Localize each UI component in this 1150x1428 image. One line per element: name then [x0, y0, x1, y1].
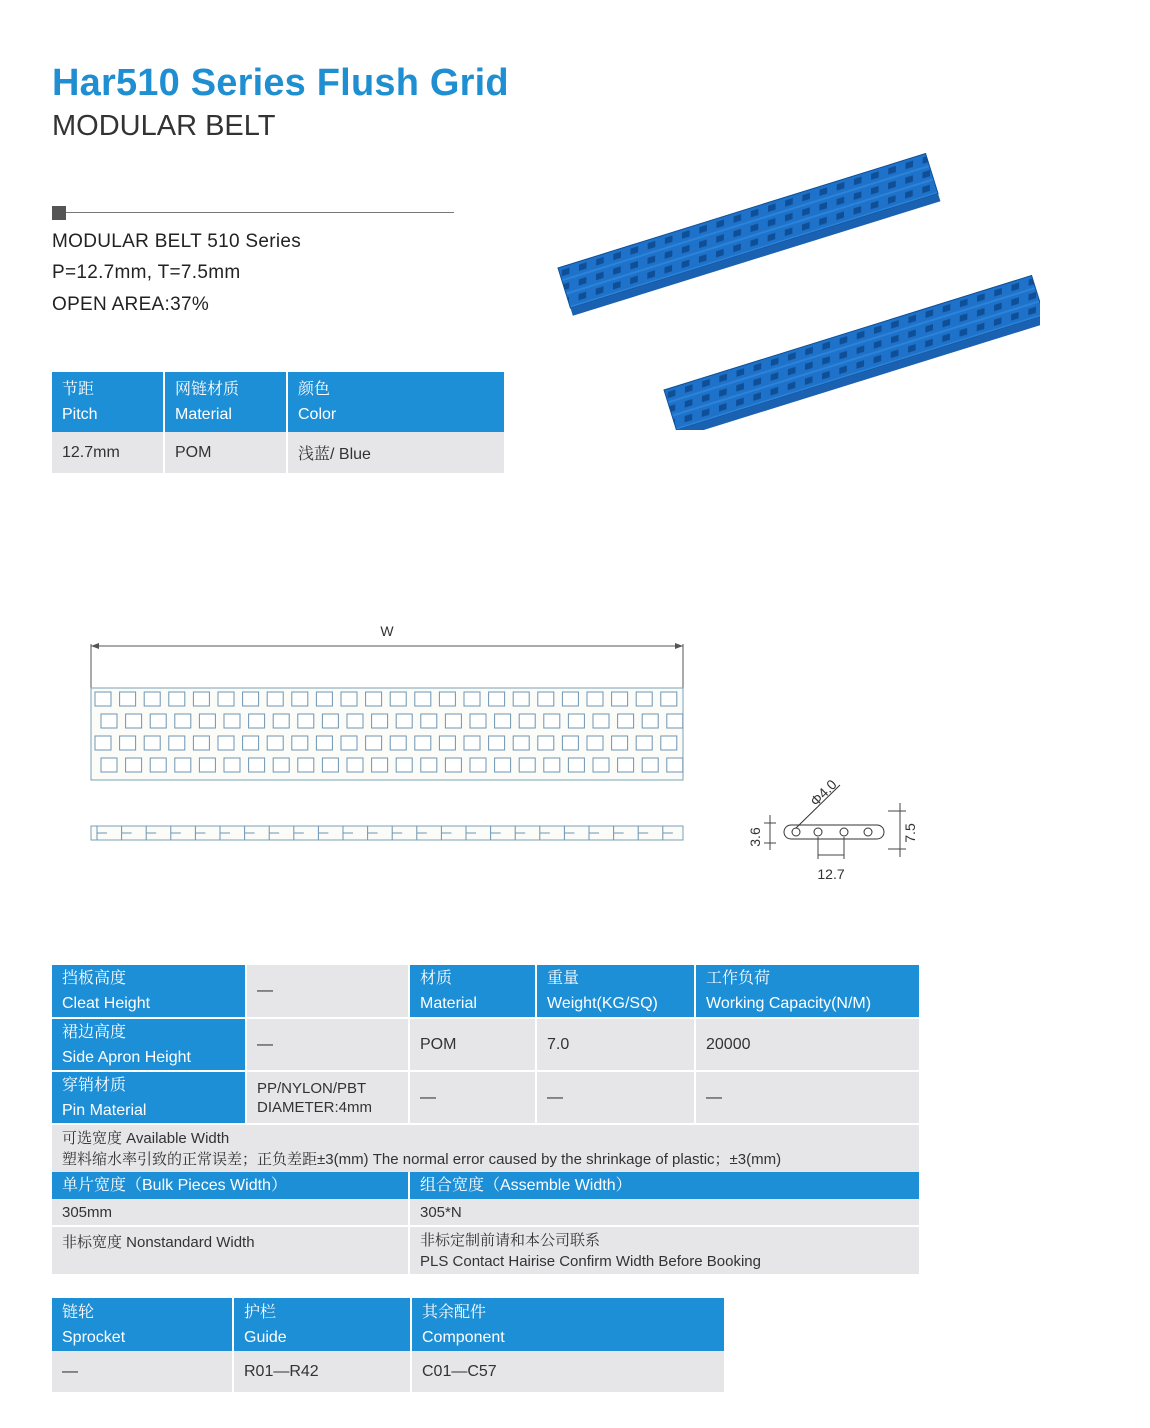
- belt-module-cell: [218, 692, 234, 706]
- header-weight: 重量 Weight(KG/SQ): [536, 965, 695, 1018]
- component-value: C01—C57: [411, 1351, 724, 1392]
- belt-module-cell: [562, 736, 578, 750]
- material-value: POM: [409, 1018, 536, 1071]
- belt-module-cell: [249, 714, 265, 728]
- belt-module-cell: [495, 714, 511, 728]
- accessory-table: [52, 1298, 724, 1392]
- belt-product-image: [550, 150, 1040, 430]
- belt-module-cell: [445, 714, 461, 728]
- belt-module-cell: [587, 736, 603, 750]
- belt-module-cell: [95, 692, 111, 706]
- available-width-note: 可选宽度 Available Width 塑料缩水率引致的正常误差；正负差距±3(mm) The normal error caused by the shrinkage of plastic；±3(mm): [52, 1124, 919, 1172]
- page-title: Har510 Series Flush Grid: [52, 62, 509, 104]
- belt-module-cell: [292, 692, 308, 706]
- belt-module-cell: [273, 758, 289, 772]
- belt-module-cell: [341, 692, 357, 706]
- belt-profile-drawing: [740, 775, 930, 890]
- belt-module-cell: [390, 692, 406, 706]
- belt-module-cell: [372, 758, 388, 772]
- diameter-label: Φ4.0: [806, 776, 840, 810]
- belt-module-cell: [199, 714, 215, 728]
- belt-module-cell: [642, 714, 658, 728]
- height-left-label: 3.6: [747, 827, 763, 847]
- cleat-height-label: 挡板高度 Cleat Height: [52, 965, 246, 1018]
- section-marker: [52, 206, 66, 220]
- belt-module-cell: [636, 736, 652, 750]
- belt-module-cell: [421, 758, 437, 772]
- belt-module-cell: [169, 692, 185, 706]
- belt-module-cell: [347, 714, 363, 728]
- belt-module-cell: [267, 692, 283, 706]
- belt-module-cell: [415, 736, 431, 750]
- assemble-width-header: 组合宽度（Assemble Width）: [409, 1172, 919, 1199]
- belt-module-cell: [470, 758, 486, 772]
- cleat-height-value: —: [246, 965, 409, 1018]
- cell-pitch: 12.7mm: [52, 432, 164, 473]
- belt-module-cell: [513, 692, 529, 706]
- belt-module-cell: [396, 758, 412, 772]
- belt-module-cell: [199, 758, 215, 772]
- nonstandard-width-note: 非标定制前请和本公司联系 PLS Contact Hairise Confirm Width Before Booking: [409, 1226, 919, 1274]
- belt-module-cell: [372, 714, 388, 728]
- belt-module-cell: [273, 714, 289, 728]
- belt-module-cell: [243, 736, 259, 750]
- header-color: 颜色 Color: [287, 372, 504, 432]
- belt-module-cell: [421, 714, 437, 728]
- belt-module-cell: [396, 714, 412, 728]
- belt-module-cell: [120, 736, 136, 750]
- belt-module-cell: [519, 714, 535, 728]
- belt-module-cell: [120, 692, 136, 706]
- belt-module-cell: [366, 692, 382, 706]
- header-material: 材质 Material: [409, 965, 536, 1018]
- header-component: 其余配件 Component: [411, 1298, 724, 1351]
- belt-module-cell: [193, 692, 209, 706]
- belt-module-cell: [439, 692, 455, 706]
- weight-value: 7.0: [536, 1018, 695, 1071]
- belt-module-cell: [292, 736, 308, 750]
- section-divider: [66, 212, 454, 213]
- pin-material-cell: —: [409, 1071, 536, 1124]
- pin-material-value: PP/NYLON/PBT DIAMETER:4mm: [246, 1071, 409, 1124]
- belt-module-cell: [126, 714, 142, 728]
- height-right-label: 7.5: [902, 823, 918, 843]
- nonstandard-width-label: 非标宽度 Nonstandard Width: [52, 1226, 409, 1274]
- belt-module-cell: [568, 758, 584, 772]
- spec-series: MODULAR BELT 510 Series: [52, 231, 302, 252]
- header-sprocket: 链轮 Sprocket: [52, 1298, 233, 1351]
- header-pitch: 节距 Pitch: [52, 372, 164, 432]
- belt-module-cell: [298, 714, 314, 728]
- side-apron-value: —: [246, 1018, 409, 1071]
- belt-module-cell: [150, 758, 166, 772]
- belt-module-cell: [224, 714, 240, 728]
- belt-module-cell: [464, 736, 480, 750]
- spec-table: [52, 965, 919, 1274]
- belt-module-cell: [144, 692, 160, 706]
- header-capacity: 工作负荷 Working Capacity(N/M): [695, 965, 919, 1018]
- belt-module-cell: [587, 692, 603, 706]
- belt-module-cell: [489, 692, 505, 706]
- bulk-width-header: 单片宽度（Bulk Pieces Width）: [52, 1172, 409, 1199]
- belt-module-cell: [101, 714, 117, 728]
- belt-module-cell: [415, 692, 431, 706]
- belt-module-cell: [593, 714, 609, 728]
- basic-spec-table: [52, 372, 504, 473]
- page-subtitle: MODULAR BELT: [52, 110, 276, 142]
- belt-module-cell: [126, 758, 142, 772]
- belt-module-cell: [322, 714, 338, 728]
- belt-module-cell: [445, 758, 461, 772]
- belt-module-cell: [642, 758, 658, 772]
- belt-module-cell: [175, 758, 191, 772]
- belt-module-cell: [169, 736, 185, 750]
- pin-weight-cell: —: [536, 1071, 695, 1124]
- belt-module-cell: [612, 736, 628, 750]
- belt-module-cell: [593, 758, 609, 772]
- belt-module-cell: [538, 692, 554, 706]
- belt-module-cell: [489, 736, 505, 750]
- belt-module-cell: [150, 714, 166, 728]
- belt-module-cell: [612, 692, 628, 706]
- cell-color: 浅蓝/ Blue: [287, 432, 504, 473]
- belt-module-cell: [366, 736, 382, 750]
- belt-module-cell: [470, 714, 486, 728]
- pin-capacity-cell: —: [695, 1071, 919, 1124]
- belt-module-cell: [224, 758, 240, 772]
- belt-module-cell: [661, 736, 677, 750]
- pitch-dimension-label: 12.7: [817, 866, 845, 882]
- belt-module-cell: [562, 692, 578, 706]
- belt-top-view-drawing: [85, 620, 695, 850]
- belt-module-cell: [568, 714, 584, 728]
- belt-module-cell: [298, 758, 314, 772]
- capacity-value: 20000: [695, 1018, 919, 1071]
- belt-module-cell: [544, 758, 560, 772]
- belt-module-cell: [538, 736, 554, 750]
- belt-module-cell: [347, 758, 363, 772]
- belt-module-cell: [316, 692, 332, 706]
- belt-module-cell: [101, 758, 117, 772]
- belt-module-cell: [390, 736, 406, 750]
- guide-value: R01—R42: [233, 1351, 411, 1392]
- belt-module-cell: [267, 736, 283, 750]
- belt-module-cell: [175, 714, 191, 728]
- belt-module-cell: [95, 736, 111, 750]
- header-guide: 护栏 Guide: [233, 1298, 411, 1351]
- belt-module-cell: [661, 692, 677, 706]
- belt-module-cell: [667, 758, 683, 772]
- belt-module-cell: [495, 758, 511, 772]
- bulk-width-value: 305mm: [52, 1199, 409, 1226]
- belt-module-cell: [218, 736, 234, 750]
- pin-material-label: 穿销材质 Pin Material: [52, 1071, 246, 1124]
- spec-pitch-thickness: P=12.7mm, T=7.5mm: [52, 262, 241, 283]
- belt-module-cell: [636, 692, 652, 706]
- width-label: W: [380, 623, 394, 639]
- belt-module-cell: [243, 692, 259, 706]
- belt-module-cell: [144, 736, 160, 750]
- side-apron-label: 裙边高度 Side Apron Height: [52, 1018, 246, 1071]
- belt-module-cell: [519, 758, 535, 772]
- belt-module-cell: [618, 758, 634, 772]
- belt-module-cell: [464, 692, 480, 706]
- belt-module-cell: [618, 714, 634, 728]
- spec-open-area: OPEN AREA:37%: [52, 294, 210, 315]
- belt-module-cell: [341, 736, 357, 750]
- belt-module-cell: [544, 714, 560, 728]
- belt-module-cell: [513, 736, 529, 750]
- belt-module-cell: [249, 758, 265, 772]
- belt-module-cell: [193, 736, 209, 750]
- belt-module-cell: [322, 758, 338, 772]
- header-material: 网链材质 Material: [164, 372, 287, 432]
- assemble-width-value: 305*N: [409, 1199, 919, 1226]
- cell-material: POM: [164, 432, 287, 473]
- sprocket-value: —: [52, 1351, 233, 1392]
- belt-module-cell: [316, 736, 332, 750]
- belt-module-cell: [667, 714, 683, 728]
- belt-module-cell: [439, 736, 455, 750]
